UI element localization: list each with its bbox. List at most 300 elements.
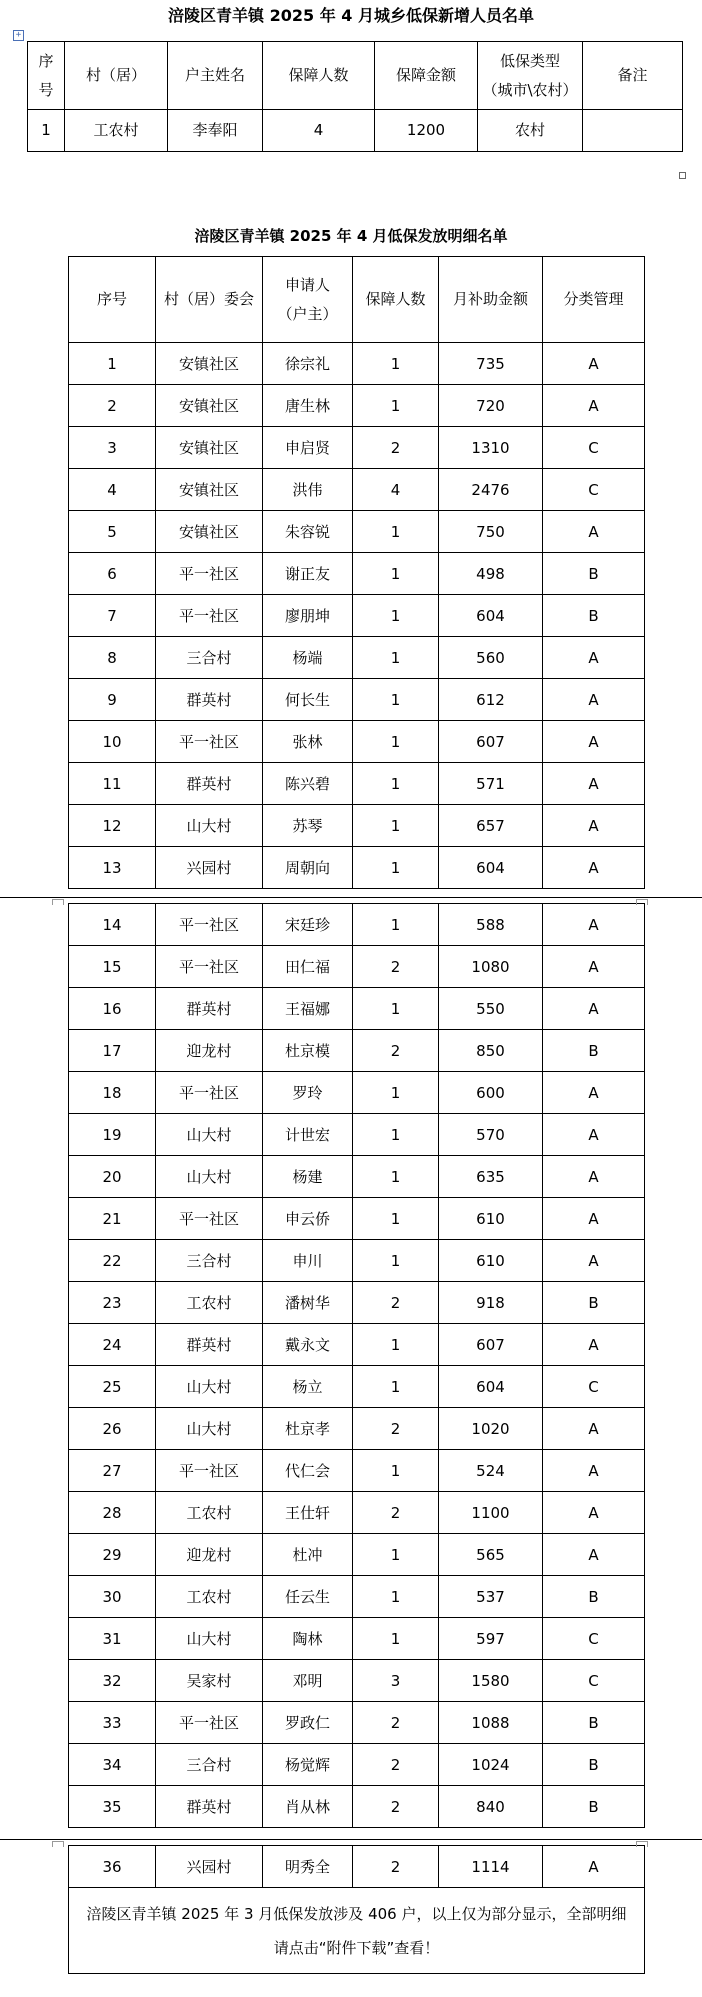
table-cell: 王仕轩 [263, 1492, 353, 1534]
table-cell: 1 [353, 595, 439, 637]
table-cell: 平一社区 [156, 904, 263, 946]
table-row [69, 637, 645, 679]
table-cell: 何长生 [263, 679, 353, 721]
table2-header-cell [263, 257, 353, 343]
table-cell: A [543, 1408, 645, 1450]
table-cell: 罗政仁 [263, 1702, 353, 1744]
table-cell: C [543, 469, 645, 511]
table-cell: 山大村 [156, 1408, 263, 1450]
table-cell: 1 [353, 1114, 439, 1156]
table-cell: 群英村 [156, 988, 263, 1030]
table-move-handle-icon[interactable]: + [13, 30, 24, 41]
table-cell: 1 [353, 847, 439, 889]
table2-header-cell [353, 257, 439, 343]
table-cell: 代仁会 [263, 1450, 353, 1492]
table-cell: 33 [69, 1702, 156, 1744]
table-row [69, 1282, 645, 1324]
table-cell: 1080 [439, 946, 543, 988]
table1-header-row [28, 42, 683, 110]
table-cell: A [543, 721, 645, 763]
table-row [69, 343, 645, 385]
table-cell: A [543, 1240, 645, 1282]
table-row [69, 904, 645, 946]
table-cell: 600 [439, 1072, 543, 1114]
table-cell: 1 [353, 1156, 439, 1198]
table-cell: 14 [69, 904, 156, 946]
table-cell: A [543, 1534, 645, 1576]
table-cell: 5 [69, 511, 156, 553]
table-cell: A [543, 1114, 645, 1156]
table-cell: 1 [353, 679, 439, 721]
table-cell: B [543, 1030, 645, 1072]
table-cell: 4 [263, 110, 375, 152]
table-cell: B [543, 1786, 645, 1828]
table1-header-cell-line: 村（居） [85, 66, 146, 84]
page-break-marker-icon [52, 899, 64, 905]
table-cell: 1200 [375, 110, 478, 152]
table-cell: 9 [69, 679, 156, 721]
table-cell: 2 [353, 1282, 439, 1324]
table-row [69, 553, 645, 595]
table-cell: 750 [439, 511, 543, 553]
table-cell: 肖从林 [263, 1786, 353, 1828]
table-cell: 申川 [263, 1240, 353, 1282]
table-cell: C [543, 1366, 645, 1408]
table-cell: 平一社区 [156, 1198, 263, 1240]
table-cell: 山大村 [156, 1114, 263, 1156]
table-cell: 李奉阳 [168, 110, 263, 152]
table-cell: 安镇社区 [156, 343, 263, 385]
table-cell: 1 [353, 805, 439, 847]
table-cell: 16 [69, 988, 156, 1030]
table-cell: 550 [439, 988, 543, 1030]
allowance-table-page2 [68, 903, 645, 1828]
table-cell: 计世宏 [263, 1114, 353, 1156]
table-cell: 36 [69, 1846, 156, 1888]
table-cell: 工农村 [65, 110, 168, 152]
table-row [69, 1114, 645, 1156]
table-cell: 1 [353, 553, 439, 595]
table1-title: 涪陵区青羊镇 2025 年 4 月城乡低保新增人员名单 [168, 6, 534, 25]
table-cell: 工农村 [156, 1282, 263, 1324]
table2-header-cell [69, 257, 156, 343]
table2-header-cell [543, 257, 645, 343]
table-row [69, 385, 645, 427]
table1-header-cell-line: 保障金额 [395, 66, 456, 84]
table-cell: 三合村 [156, 637, 263, 679]
table-cell: 26 [69, 1408, 156, 1450]
table-cell: 840 [439, 1786, 543, 1828]
table-cell: 朱容锐 [263, 511, 353, 553]
page-break-line [0, 897, 702, 898]
table-cell: 田仁福 [263, 946, 353, 988]
table-cell: 杜冲 [263, 1534, 353, 1576]
table-cell: 3 [69, 427, 156, 469]
table1-header-cell [65, 42, 168, 110]
table-cell: 工农村 [156, 1492, 263, 1534]
table-cell: B [543, 1702, 645, 1744]
table-cell: A [543, 1324, 645, 1366]
table-cell: 三合村 [156, 1744, 263, 1786]
table-cell: A [543, 946, 645, 988]
table-cell: 1 [353, 988, 439, 1030]
table2-title: 涪陵区青羊镇 2025 年 4 月低保发放明细名单 [194, 227, 508, 245]
table-cell: 6 [69, 553, 156, 595]
table-cell: 1 [353, 511, 439, 553]
table-cell: 2 [353, 1846, 439, 1888]
table-cell: 2 [69, 385, 156, 427]
table-cell: 2 [353, 1030, 439, 1072]
table-cell: 陶林 [263, 1618, 353, 1660]
table-cell: 13 [69, 847, 156, 889]
table-cell: 2 [353, 1492, 439, 1534]
table-cell: 32 [69, 1660, 156, 1702]
table-cell: 洪伟 [263, 469, 353, 511]
table-cell: 537 [439, 1576, 543, 1618]
table-row [69, 1702, 645, 1744]
table-cell: 560 [439, 637, 543, 679]
table-row [69, 1072, 645, 1114]
table-cell: 610 [439, 1198, 543, 1240]
table-row [69, 595, 645, 637]
table-cell: A [543, 904, 645, 946]
table-cell: 1020 [439, 1408, 543, 1450]
table1-header-cell-line: 备注 [617, 66, 648, 84]
table-row [69, 1786, 645, 1828]
table-cell: 安镇社区 [156, 511, 263, 553]
table-row [69, 1846, 645, 1888]
table-cell: 607 [439, 1324, 543, 1366]
table-row [69, 469, 645, 511]
table1-header-cell [478, 42, 583, 110]
table1-header-cell [28, 42, 65, 110]
table-cell: 11 [69, 763, 156, 805]
table-cell: 2 [353, 946, 439, 988]
table-cell: A [543, 763, 645, 805]
table-cell: 604 [439, 595, 543, 637]
table-cell: A [543, 847, 645, 889]
table-cell: 12 [69, 805, 156, 847]
table-cell: 735 [439, 343, 543, 385]
table-cell: 明秀全 [263, 1846, 353, 1888]
table-cell: A [543, 1198, 645, 1240]
table-cell: 31 [69, 1618, 156, 1660]
table-cell: 571 [439, 763, 543, 805]
table-cell: 工农村 [156, 1576, 263, 1618]
table1-header-cell-line: 序 [38, 51, 54, 70]
page-break-marker-icon [636, 899, 648, 905]
table-cell: 22 [69, 1240, 156, 1282]
table-cell: 平一社区 [156, 553, 263, 595]
table-cell: 宋廷珍 [263, 904, 353, 946]
table-cell: 周朝向 [263, 847, 353, 889]
table-cell: 18 [69, 1072, 156, 1114]
table-cell: B [543, 1744, 645, 1786]
table-cell: 迎龙村 [156, 1534, 263, 1576]
table-cell: 1 [353, 763, 439, 805]
table-cell: 迎龙村 [156, 1030, 263, 1072]
table-cell: 任云生 [263, 1576, 353, 1618]
table-cell: 30 [69, 1576, 156, 1618]
table-cell: 山大村 [156, 1366, 263, 1408]
table-cell: 565 [439, 1534, 543, 1576]
table-row [69, 946, 645, 988]
table-cell: 29 [69, 1534, 156, 1576]
table-row [69, 427, 645, 469]
table-row [69, 988, 645, 1030]
table-cell: 23 [69, 1282, 156, 1324]
table-cell: 1100 [439, 1492, 543, 1534]
table-cell: 1 [353, 721, 439, 763]
table-cell: 安镇社区 [156, 385, 263, 427]
table-cell: 申启贤 [263, 427, 353, 469]
table-cell: A [543, 1846, 645, 1888]
table-cell: 17 [69, 1030, 156, 1072]
table-cell: 群英村 [156, 1324, 263, 1366]
table-cell: 1 [353, 1576, 439, 1618]
table-cell: A [543, 511, 645, 553]
table-cell: A [543, 385, 645, 427]
table2-header-cell-line: 序号 [96, 290, 127, 308]
table-cell: 4 [69, 469, 156, 511]
footer-note [69, 1888, 645, 1974]
table-cell: 8 [69, 637, 156, 679]
table-cell: A [543, 1450, 645, 1492]
table-cell: 1310 [439, 427, 543, 469]
table-row [69, 805, 645, 847]
table-cell: 平一社区 [156, 721, 263, 763]
table-row [69, 721, 645, 763]
table-cell: 2 [353, 1744, 439, 1786]
table1-header-cell [375, 42, 478, 110]
page-break-marker-icon [52, 1841, 64, 1847]
table-cell: 潘树华 [263, 1282, 353, 1324]
table-row [69, 1408, 645, 1450]
table-cell: 山大村 [156, 1156, 263, 1198]
table-cell: 498 [439, 553, 543, 595]
table-cell: 杨立 [263, 1366, 353, 1408]
table-row [69, 1198, 645, 1240]
table-cell: A [543, 988, 645, 1030]
table-cell: 兴园村 [156, 847, 263, 889]
table-row [69, 847, 645, 889]
table-cell [583, 110, 683, 152]
table-cell: 申云侨 [263, 1198, 353, 1240]
table-cell: 农村 [478, 110, 583, 152]
table-cell: A [543, 679, 645, 721]
table-cell: B [543, 1282, 645, 1324]
table-cell: 2476 [439, 469, 543, 511]
table-cell: 张林 [263, 721, 353, 763]
table-cell: 安镇社区 [156, 427, 263, 469]
table1-header-cell-line: 号 [38, 80, 54, 99]
table-cell: 陈兴碧 [263, 763, 353, 805]
table-cell: 610 [439, 1240, 543, 1282]
table-cell: C [543, 1660, 645, 1702]
table-cell: A [543, 637, 645, 679]
table-cell: A [543, 1156, 645, 1198]
table-cell: 7 [69, 595, 156, 637]
table-cell: 1114 [439, 1846, 543, 1888]
table-row [69, 1576, 645, 1618]
table1-row [28, 110, 683, 152]
table-cell: 山大村 [156, 805, 263, 847]
allowance-table-page3 [68, 1845, 645, 1974]
allowance-table-page1 [68, 256, 645, 889]
table-cell: 杨端 [263, 637, 353, 679]
table-cell: 戴永文 [263, 1324, 353, 1366]
table-cell: 2 [353, 1408, 439, 1450]
table-cell: 1 [353, 1450, 439, 1492]
table-cell: 850 [439, 1030, 543, 1072]
table-cell: 杜京孝 [263, 1408, 353, 1450]
table-cell: 1 [69, 343, 156, 385]
table-cell: 平一社区 [156, 1450, 263, 1492]
table-cell: 10 [69, 721, 156, 763]
table-cell: 612 [439, 679, 543, 721]
table-cell: 4 [353, 469, 439, 511]
table2-header-cell [439, 257, 543, 343]
table-cell: 1 [353, 343, 439, 385]
table-cell: 1 [353, 1534, 439, 1576]
table-cell: B [543, 1576, 645, 1618]
table-cell: 邓明 [263, 1660, 353, 1702]
table-cell: A [543, 1492, 645, 1534]
table-cell: 28 [69, 1492, 156, 1534]
table2-header-cell-line: 分类管理 [563, 290, 624, 308]
table-cell: 1 [353, 385, 439, 427]
footer-note-line: 请点击“附件下载”查看！ [273, 1938, 440, 1957]
table-row [69, 679, 645, 721]
table-cell: 唐生林 [263, 385, 353, 427]
table2-header-cell [156, 257, 263, 343]
table-cell: 群英村 [156, 1786, 263, 1828]
table-cell: 597 [439, 1618, 543, 1660]
table-row [69, 511, 645, 553]
table-cell: C [543, 427, 645, 469]
table-cell: 25 [69, 1366, 156, 1408]
table1-header-cell-line: （城市\农村） [482, 80, 578, 99]
table-cell: C [543, 1618, 645, 1660]
table-cell: 1 [353, 1072, 439, 1114]
table-cell: 1 [353, 1366, 439, 1408]
table-cell: 27 [69, 1450, 156, 1492]
table-cell: 570 [439, 1114, 543, 1156]
table-cell: 1088 [439, 1702, 543, 1744]
table-cell: 廖朋坤 [263, 595, 353, 637]
table-cell: 平一社区 [156, 1072, 263, 1114]
table-cell: 3 [353, 1660, 439, 1702]
table-cell: 杜京模 [263, 1030, 353, 1072]
table-cell: 群英村 [156, 763, 263, 805]
table-resize-handle-icon[interactable] [679, 172, 686, 179]
table-cell: B [543, 553, 645, 595]
table-cell: 三合村 [156, 1240, 263, 1282]
table-cell: A [543, 343, 645, 385]
table2-header-cell-line: 月补助金额 [452, 290, 528, 308]
table-cell: 安镇社区 [156, 469, 263, 511]
table-row [69, 1618, 645, 1660]
table-cell: 王福娜 [263, 988, 353, 1030]
table-cell: 604 [439, 847, 543, 889]
table2-header-cell-line: 保障人数 [365, 290, 426, 308]
table1-header-cell [168, 42, 263, 110]
table-cell: 607 [439, 721, 543, 763]
table2-footer-row [69, 1888, 645, 1974]
table-cell: 苏琴 [263, 805, 353, 847]
table-cell: B [543, 595, 645, 637]
table-cell: 谢正友 [263, 553, 353, 595]
table-cell: 平一社区 [156, 946, 263, 988]
table-cell: 平一社区 [156, 1702, 263, 1744]
table-row [69, 1534, 645, 1576]
table1-header-cell [263, 42, 375, 110]
table-cell: 徐宗礼 [263, 343, 353, 385]
table-cell: 吴家村 [156, 1660, 263, 1702]
table-row [69, 1744, 645, 1786]
table-cell: 24 [69, 1324, 156, 1366]
table-row [69, 1030, 645, 1072]
table-row [69, 1324, 645, 1366]
table-cell: 兴园村 [156, 1846, 263, 1888]
table-cell: 918 [439, 1282, 543, 1324]
table-row [69, 763, 645, 805]
table-cell: 1580 [439, 1660, 543, 1702]
table-cell: 635 [439, 1156, 543, 1198]
table1-header-cell [583, 42, 683, 110]
table-cell: 2 [353, 427, 439, 469]
table-cell: 1 [28, 110, 65, 152]
table1-header-cell-line: 低保类型 [499, 51, 560, 70]
table1-header-cell-line: 户主姓名 [184, 66, 245, 84]
table-cell: 1 [353, 1618, 439, 1660]
table-cell: 524 [439, 1450, 543, 1492]
table-row [69, 1660, 645, 1702]
table-row [69, 1240, 645, 1282]
table-cell: 21 [69, 1198, 156, 1240]
table-cell: 20 [69, 1156, 156, 1198]
table-cell: 2 [353, 1786, 439, 1828]
table-row [69, 1450, 645, 1492]
table-cell: 720 [439, 385, 543, 427]
table-cell: 罗玲 [263, 1072, 353, 1114]
table2-header-cell-line: 村（居）委会 [163, 290, 254, 308]
table1-header-cell-line: 保障人数 [288, 66, 349, 84]
table-cell: 34 [69, 1744, 156, 1786]
table2-header-row [69, 257, 645, 343]
table-cell: 15 [69, 946, 156, 988]
table-cell: A [543, 1072, 645, 1114]
table2-header-cell-line: 申请人 [284, 275, 330, 294]
table-row [69, 1492, 645, 1534]
table-cell: 604 [439, 1366, 543, 1408]
table-row [69, 1366, 645, 1408]
table-cell: 杨觉辉 [263, 1744, 353, 1786]
page-break-line [0, 1839, 702, 1840]
table-cell: 1 [353, 637, 439, 679]
table-row [69, 1156, 645, 1198]
table2-header-cell-line: （户主） [277, 304, 338, 323]
table-cell: 1 [353, 1198, 439, 1240]
table-cell: 1 [353, 904, 439, 946]
table-cell: 35 [69, 1786, 156, 1828]
table-cell: 平一社区 [156, 595, 263, 637]
new-recipients-table [27, 41, 683, 152]
page-break-marker-icon [636, 1841, 648, 1847]
table-cell: 2 [353, 1702, 439, 1744]
table-cell: 1 [353, 1240, 439, 1282]
table-cell: 杨建 [263, 1156, 353, 1198]
